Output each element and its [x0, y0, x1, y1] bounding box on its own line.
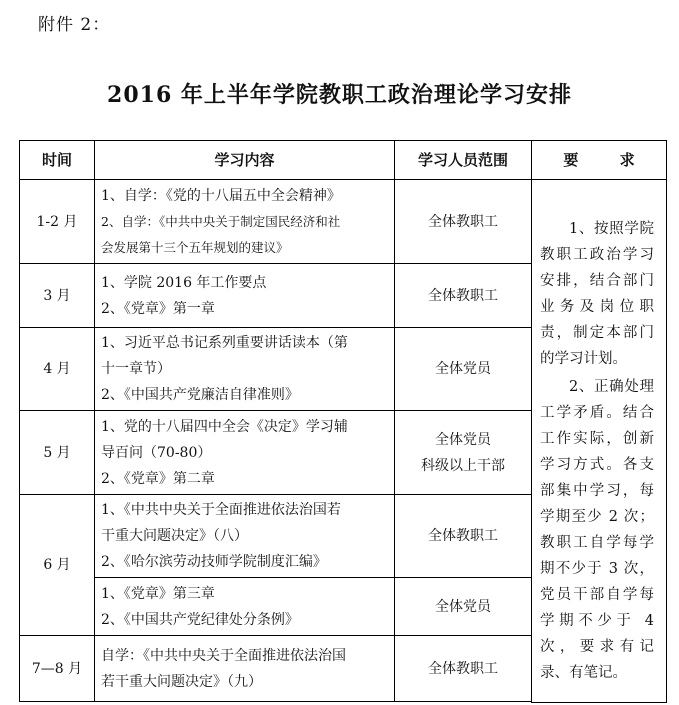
header-requirement: 要 求 [532, 141, 667, 180]
table-header-row [20, 141, 667, 180]
time-cell: 6 月 [20, 495, 95, 636]
content-cell [95, 578, 395, 636]
scope-cell [395, 180, 532, 264]
header-content: 学习内容 [95, 141, 395, 180]
content-line: 2、自学：《中共中央关于制定国民经济和社 [101, 213, 341, 229]
scope-line: 科级以上干部 [421, 457, 505, 474]
time-cell: 3 月 [20, 264, 95, 328]
scope-cell [395, 328, 532, 411]
content-line: 2、《中国共产党廉洁自律准则》 [101, 387, 299, 403]
content-line: 1、习近平总书记系列重要讲话读本（第 [101, 335, 348, 351]
requirement-paragraph: 1、按照学院教职工政治学习安排，结合部门业务及岗位职责，制定本部门的学习计划。 [540, 221, 654, 367]
table-row [20, 180, 667, 264]
header-time: 时间 [20, 141, 95, 180]
scope-cell [395, 411, 532, 495]
document-title: 2016 年上半年学院教职工政治理论学习安排 [107, 82, 572, 108]
content-line: 若干重大问题决定》（九） [101, 673, 262, 690]
scope-cell [395, 264, 532, 328]
time-cell: 1-2 月 [20, 180, 95, 264]
content-cell [95, 180, 395, 264]
scope-line: 全体党员 [435, 598, 491, 615]
time-cell: 7—8 月 [20, 636, 95, 702]
scope-line: 全体党员 [435, 361, 491, 377]
content-cell [95, 636, 395, 702]
content-line: 2、《党章》第一章 [101, 300, 215, 317]
header-scope: 学习人员范围 [395, 141, 532, 180]
content-line: 1、学院 2016 年工作要点 [101, 274, 267, 291]
content-line: 2、《中国共产党纪律处分条例》 [101, 611, 299, 628]
scope-cell [395, 636, 532, 702]
scope-cell [395, 495, 532, 578]
scope-cell [395, 578, 532, 636]
content-line: 会发展第十三个五年规划的建议》 [101, 239, 289, 255]
content-line: 2、《哈尔滨劳动技师学院制度汇编》 [101, 554, 327, 570]
content-line: 1、《党章》第三章 [101, 585, 215, 602]
content-line: 1、《中共中央关于全面推进依法治国若 [101, 502, 341, 518]
content-cell [95, 264, 395, 328]
time-cell: 4 月 [20, 328, 95, 411]
study-schedule-table [19, 140, 667, 703]
content-line: 1、自学：《党的十八届五中全会精神》 [101, 187, 341, 204]
attachment-label: 附件 2： [38, 15, 111, 35]
scope-line: 全体教职工 [428, 660, 498, 677]
content-line: 1、党的十八届四中全会《决定》学习辅 [101, 418, 348, 435]
content-line: 干重大问题决定》（八） [101, 528, 248, 544]
scope-line: 全体教职工 [428, 287, 498, 304]
content-line: 2、《党章》第二章 [101, 470, 215, 487]
scope-line: 全体党员 [435, 431, 491, 448]
content-line: 导百问（70-80） [101, 444, 212, 461]
requirements-cell [532, 180, 667, 703]
content-cell [95, 411, 395, 495]
time-cell: 5 月 [20, 411, 95, 495]
content-line: 十一章节） [101, 361, 171, 377]
scope-line: 全体教职工 [428, 213, 498, 230]
content-cell [95, 495, 395, 578]
requirement-paragraph: 2、正确处理工学矛盾。结合工作实际，创新学习方式。各支部集中学习，每学期至少 2 次；教职工自学每学期不少于 3 次，党员干部自学每学期不少于 4次，要求有记录、有笔记。 [540, 379, 654, 681]
scope-line: 全体教职工 [428, 528, 498, 544]
content-cell [95, 328, 395, 411]
content-line: 自学：《中共中央关于全面推进依法治国 [101, 647, 346, 664]
